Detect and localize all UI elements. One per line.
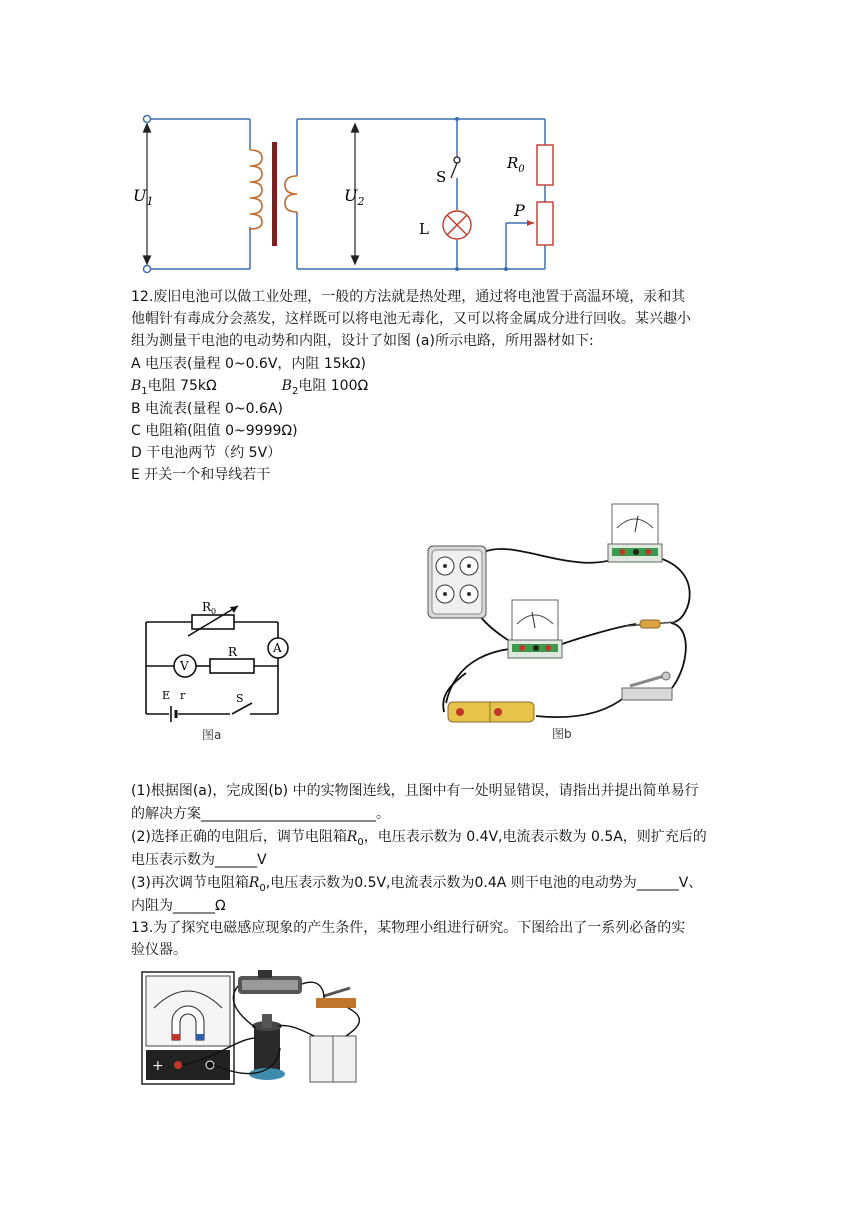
u1-label: U bbox=[133, 186, 147, 205]
figure-a-circuit bbox=[140, 596, 300, 746]
u2-label: U bbox=[344, 186, 358, 205]
q13-line1: 13.为了探究电磁感应现象的产生条件，某物理小组进行研究。下图给出了一系列必备的实 bbox=[131, 920, 686, 936]
fig-b-caption: 图b bbox=[552, 727, 572, 741]
p3-pre: (3)再次调节电阻箱 bbox=[131, 875, 249, 891]
p2-symbol: R bbox=[346, 829, 358, 845]
u2-sub: 2 bbox=[357, 195, 365, 208]
b2-symbol: B bbox=[281, 378, 292, 394]
fig-a-v: V bbox=[180, 659, 189, 673]
r0-sub: 0 bbox=[518, 164, 525, 175]
p3-post: ,电压表示数为0.5V,电流表示数为0.4A 则干电池的电动势为______V、 bbox=[265, 875, 703, 891]
r0-label: R bbox=[507, 154, 519, 172]
b1-sub: 1 bbox=[141, 385, 148, 397]
p-label: P bbox=[514, 201, 525, 220]
switch-s-label: S bbox=[436, 168, 447, 186]
q12-part1-line1: (1)根据图(a)，完成图(b) 中的实物图连线，且图中有一处明显错误，请指出并提出简单易行 bbox=[131, 783, 699, 799]
p3-sub: 0 bbox=[259, 882, 266, 894]
transformer-circuit-figure bbox=[130, 112, 560, 278]
item-b: B 电流表(量程 0~0.6A) bbox=[131, 401, 283, 417]
fig-a-a: A bbox=[273, 641, 282, 655]
svg-text:R0 bbox=[202, 600, 216, 616]
q13-apparatus-figure bbox=[138, 968, 386, 1086]
item-c: C 电阻箱(阻值 0~9999Ω) bbox=[131, 423, 298, 439]
fig-a-s: S bbox=[236, 692, 244, 705]
fig-a-r-small: r bbox=[180, 689, 186, 702]
item-d: D 干电池两节（约 5V） bbox=[131, 445, 282, 461]
svg-text:U2 bbox=[344, 186, 364, 208]
q13-line2: 验仪器。 bbox=[131, 942, 187, 958]
figure-b-apparatus bbox=[426, 498, 702, 744]
svg-text:R0 bbox=[506, 154, 525, 175]
p2-sub: 0 bbox=[357, 836, 364, 848]
fig-a-caption: 图a bbox=[202, 728, 222, 742]
item-a: A 电压表(量程 0~0.6V，内阻 15kΩ) bbox=[131, 356, 366, 372]
q12-part2-line2: 电压表示数为______V bbox=[131, 852, 267, 868]
p2-pre: (2)选择正确的电阻后，调节电阻箱 bbox=[131, 829, 347, 845]
b1-symbol: B bbox=[131, 378, 142, 394]
q12-intro-line1: 12.废旧电池可以做工业处理，一般的方法就是热处理，通过将电池置于高温环境，汞和其 bbox=[131, 289, 686, 305]
q12-intro-line3: 组为测量干电池的电动势和内阻，设计了如图 (a)所示电路，所用器材如下: bbox=[131, 333, 594, 349]
item-e: E 开关一个和导线若干 bbox=[131, 467, 271, 483]
fig-a-e: E bbox=[162, 689, 171, 702]
lamp-l-label: L bbox=[419, 220, 429, 238]
fig-a-r: R bbox=[228, 645, 238, 659]
u1-sub: 1 bbox=[146, 195, 154, 208]
svg-text:+: + bbox=[152, 1058, 164, 1074]
fig-a-r0: R bbox=[202, 600, 212, 614]
b1-text: 电阻 75kΩ bbox=[147, 378, 217, 394]
fig-a-r0-sub: 0 bbox=[211, 607, 217, 616]
b2-sub: 2 bbox=[291, 385, 299, 397]
b2-text: 电阻 100Ω bbox=[298, 378, 369, 394]
p3-symbol: R bbox=[248, 875, 260, 891]
p2-post: ，电压表示数为 0.4V,电流表示数为 0.5A，则扩充后的 bbox=[363, 829, 707, 845]
q12-part3-line2: 内阻为______Ω bbox=[131, 898, 226, 914]
svg-text:U1 bbox=[133, 186, 153, 208]
q12-intro-line2: 他帽针有毒成分会蒸发，这样既可以将电池无毒化，又可以将金属成分进行回收。某兴趣小 bbox=[131, 311, 691, 327]
q12-part1-line2: 的解决方案_________________________。 bbox=[131, 806, 390, 822]
